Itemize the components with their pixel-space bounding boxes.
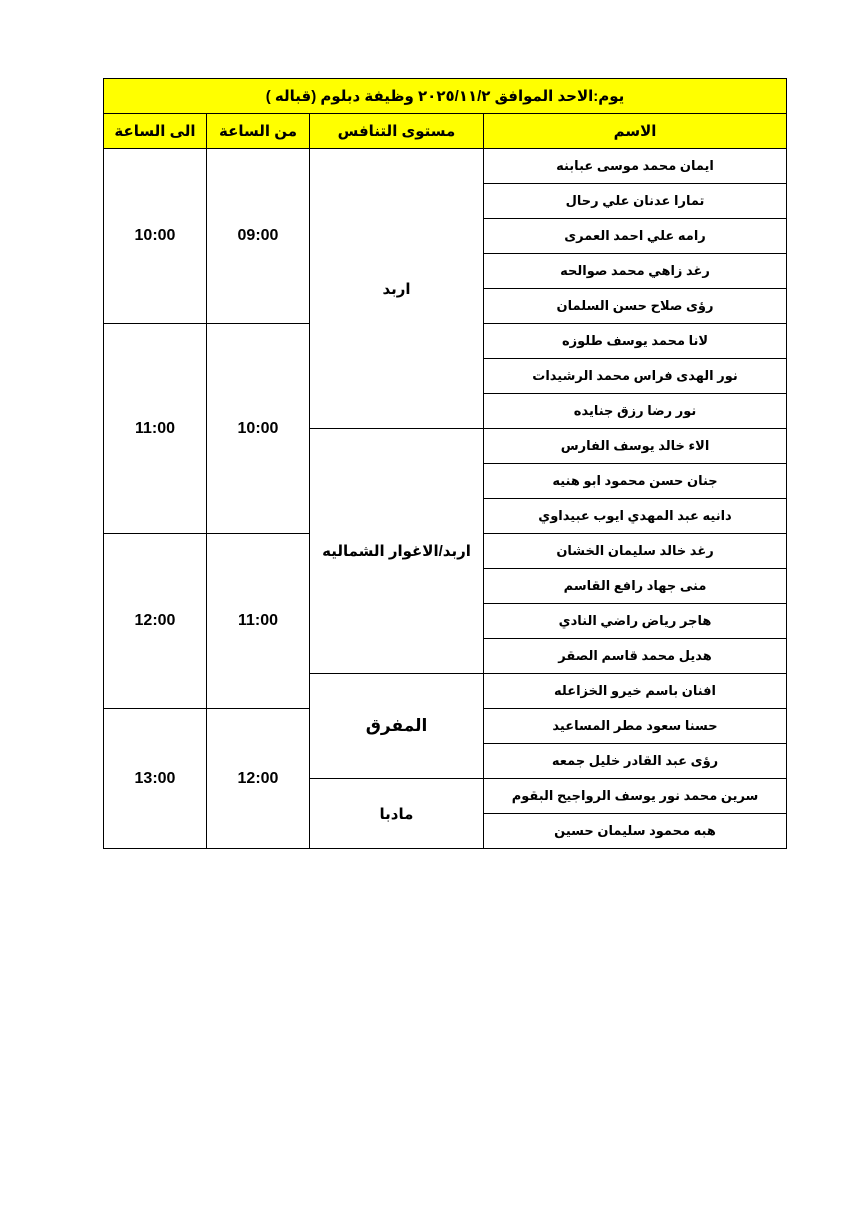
schedule-title: يوم:الاحد الموافق ٢٠٢٥/١١/٢ وظيفة دبلوم (قباله ) bbox=[104, 79, 787, 114]
slot-3-to: 12:00 bbox=[104, 534, 207, 709]
header-from-time: من الساعة bbox=[207, 114, 310, 149]
candidate-name: منى جهاد رافع القاسم bbox=[484, 569, 787, 604]
candidate-name: تمارا عدنان علي رحال bbox=[484, 184, 787, 219]
level-irbid: اربد bbox=[310, 149, 484, 429]
slot-2-from: 10:00 bbox=[207, 324, 310, 534]
candidate-name: رؤى صلاح حسن السلمان bbox=[484, 289, 787, 324]
schedule-table bbox=[103, 78, 787, 849]
candidate-name: هبه محمود سليمان حسين bbox=[484, 814, 787, 849]
candidate-name: جنان حسن محمود ابو هنيه bbox=[484, 464, 787, 499]
candidate-name: لانا محمد يوسف طلوزه bbox=[484, 324, 787, 359]
candidate-name: نور الهدى فراس محمد الرشيدات bbox=[484, 359, 787, 394]
candidate-name: افنان باسم خيرو الخزاعله bbox=[484, 674, 787, 709]
candidate-name: هديل محمد قاسم الصقر bbox=[484, 639, 787, 674]
level-madaba: مادبا bbox=[310, 779, 484, 849]
slot-4-from: 12:00 bbox=[207, 709, 310, 849]
candidate-name: رؤى عبد القادر خليل جمعه bbox=[484, 744, 787, 779]
table-row bbox=[104, 149, 787, 184]
slot-2-to: 11:00 bbox=[104, 324, 207, 534]
candidate-name: نور رضا رزق جنايده bbox=[484, 394, 787, 429]
candidate-name: الاء خالد يوسف الفارس bbox=[484, 429, 787, 464]
candidate-name: رغد خالد سليمان الخشان bbox=[484, 534, 787, 569]
header-level: مستوى التنافس bbox=[310, 114, 484, 149]
slot-1-to: 10:00 bbox=[104, 149, 207, 324]
header-row bbox=[104, 114, 787, 149]
header-name: الاسم bbox=[484, 114, 787, 149]
level-irbid-north-valleys: اربد/الاغوار الشماليه bbox=[310, 429, 484, 674]
candidate-name: سرين محمد نور يوسف الرواجيح البقوم bbox=[484, 779, 787, 814]
level-mafraq: المفرق bbox=[310, 674, 484, 779]
slot-3-from: 11:00 bbox=[207, 534, 310, 709]
candidate-name: رامه علي احمد العمرى bbox=[484, 219, 787, 254]
candidate-name: دانيه عبد المهدي ايوب عبيداوي bbox=[484, 499, 787, 534]
candidate-name: رغد زاهي محمد صوالحه bbox=[484, 254, 787, 289]
slot-1-from: 09:00 bbox=[207, 149, 310, 324]
candidate-name: هاجر رياض راضي النادي bbox=[484, 604, 787, 639]
header-to-time: الى الساعة bbox=[104, 114, 207, 149]
title-row bbox=[104, 79, 787, 114]
slot-4-to: 13:00 bbox=[104, 709, 207, 849]
candidate-name: ايمان محمد موسى عبابنه bbox=[484, 149, 787, 184]
candidate-name: حسنا سعود مطر المساعيد bbox=[484, 709, 787, 744]
